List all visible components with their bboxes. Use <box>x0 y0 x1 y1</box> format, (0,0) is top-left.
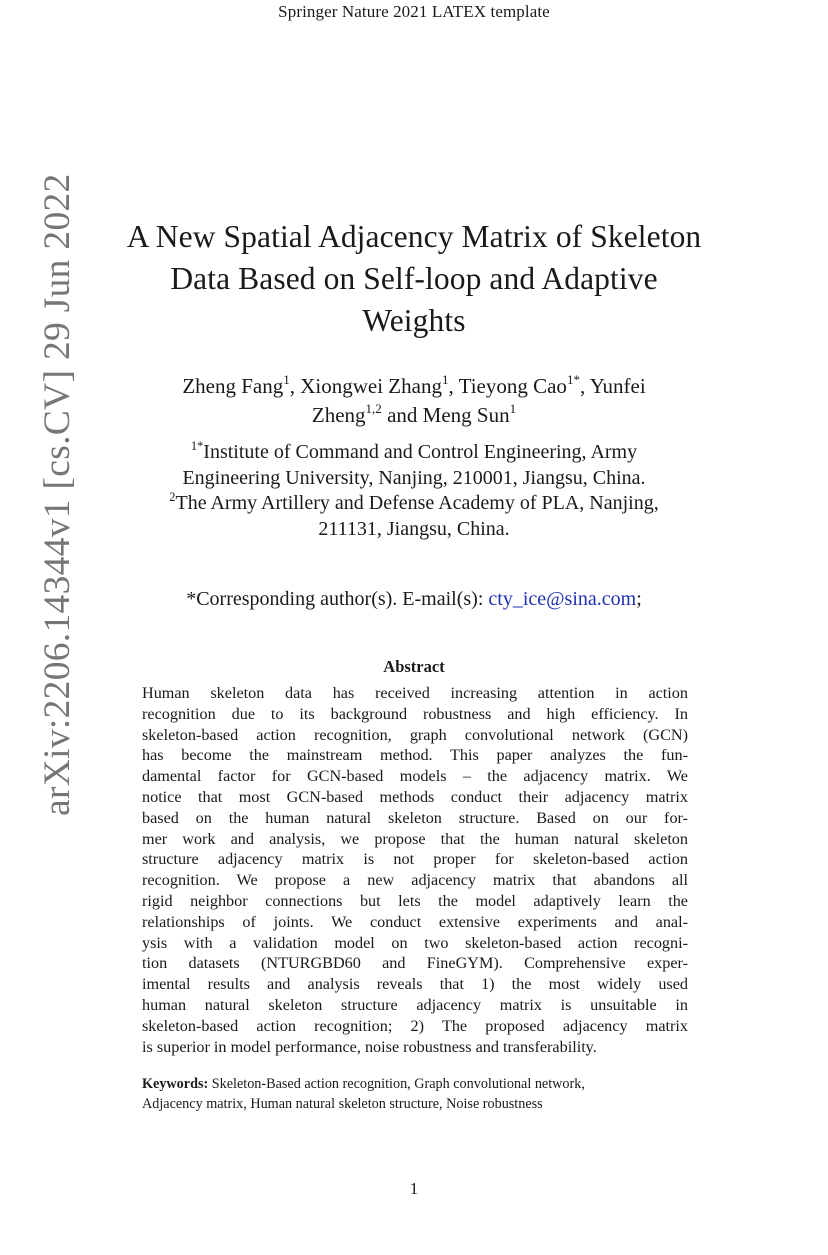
affiliations <box>60 440 768 542</box>
author-affil-mark: 1 <box>509 401 517 417</box>
affiliation-text: Institute of Command and Control Engineering, Army <box>203 441 638 463</box>
abstract-line: ysis with a validation model on two skeleton-based action recogni- <box>142 933 688 952</box>
abstract-line: has become the mainstream method. This paper analyzes the fun- <box>142 746 688 765</box>
abstract-line: recognition. We propose a new adjacency matrix that abandons all <box>142 871 688 890</box>
author-line <box>60 372 768 401</box>
affiliation-line <box>60 491 768 517</box>
abstract-line: damental factor for GCN-based models – the adjacency matrix. We <box>142 767 688 786</box>
author-name: Meng Sun <box>422 403 510 427</box>
author-name: Xiongwei Zhang <box>300 374 442 398</box>
abstract-line: skeleton-based action recognition; 2) The proposed adjacency matrix <box>142 1016 688 1035</box>
keywords-line: Adjacency matrix, Human natural skeleton structure, Noise robustness <box>142 1095 543 1112</box>
running-header: Springer Nature 2021 LATEX template <box>278 2 550 21</box>
author-name: Yunfei <box>589 374 646 398</box>
author-name: Zheng Fang <box>182 374 284 398</box>
keywords-text: Skeleton-Based action recognition, Graph convolutional network, <box>208 1076 585 1092</box>
author-separator: , <box>579 374 590 398</box>
abstract-line: Human skeleton data has received increasing attention in action <box>142 684 688 702</box>
affiliation-line <box>60 440 768 466</box>
title-line: A New Spatial Adjacency Matrix of Skeleton <box>126 219 702 254</box>
abstract-heading: Abstract <box>383 657 445 676</box>
email-link[interactable]: cty_ice@sina.com <box>488 588 637 610</box>
arxiv-side-stamp: arXiv:2206.14344v1 [cs.CV] 29 Jun 2022 <box>37 173 78 816</box>
author-list <box>60 372 768 430</box>
abstract-line: tion datasets (NTURGBD60 and FineGYM). Comprehensive exper- <box>142 954 688 973</box>
title-line: Weights <box>362 303 466 338</box>
author-name: Tieyong Cao <box>458 374 567 398</box>
corresponding-suffix: ; <box>636 588 642 610</box>
affiliation-mark: 1* <box>190 438 204 453</box>
author-separator: and <box>381 403 423 427</box>
abstract-line: mer work and analysis, we propose that the human natural skeleton <box>142 829 688 848</box>
author-affil-mark: 1* <box>566 372 580 388</box>
author-line <box>60 401 768 430</box>
author-affil-mark: 1 <box>283 372 290 388</box>
abstract-line: imental results and analysis reveals that 1) the most widely used <box>142 975 688 994</box>
corresponding-prefix: *Corresponding author(s). E-mail(s): <box>186 588 489 610</box>
abstract-line: human natural skeleton structure adjacency matrix is unsuitable in <box>142 995 688 1014</box>
abstract-body <box>142 683 688 1057</box>
affiliation-line: Engineering University, Nanjing, 210001, Jiangsu, China. <box>182 466 646 489</box>
abstract-line: is superior in model performance, noise robustness and transferability. <box>142 1037 597 1056</box>
abstract-line: notice that most GCN-based methods conduct their adjacency matrix <box>142 787 688 806</box>
author-name: Zheng <box>311 403 366 427</box>
corresponding-author <box>60 588 768 611</box>
author-affil-mark: 1,2 <box>365 401 382 417</box>
affiliation-mark: 2 <box>169 489 176 504</box>
abstract-line: relationships of joints. We conduct extensive experiments and anal- <box>142 912 688 931</box>
abstract-line: recognition due to its background robustness and high efficiency. In <box>142 704 688 723</box>
title-line: Data Based on Self-loop and Adaptive <box>170 261 658 296</box>
author-separator: , <box>289 374 301 398</box>
abstract-line: skeleton-based action recognition, graph convolutional network (GCN) <box>142 725 688 744</box>
abstract-line: structure adjacency matrix is not proper for skeleton-based action <box>142 850 688 869</box>
keywords-label: Keywords: <box>142 1076 209 1092</box>
author-separator: , <box>448 374 459 398</box>
keywords-line <box>142 1075 688 1095</box>
keywords <box>142 1075 688 1114</box>
abstract-line: based on the human natural skeleton structure. Based on our for- <box>142 808 688 827</box>
paper-title <box>60 216 768 342</box>
affiliation-line: 211131, Jiangsu, China. <box>318 517 510 540</box>
abstract-line: rigid neighbor connections but lets the model adaptively learn the <box>142 891 688 910</box>
affiliation-text: The Army Artillery and Defense Academy of PLA, Nanjing, <box>175 492 659 514</box>
author-affil-mark: 1 <box>441 372 449 388</box>
page-number: 1 <box>409 1179 419 1198</box>
